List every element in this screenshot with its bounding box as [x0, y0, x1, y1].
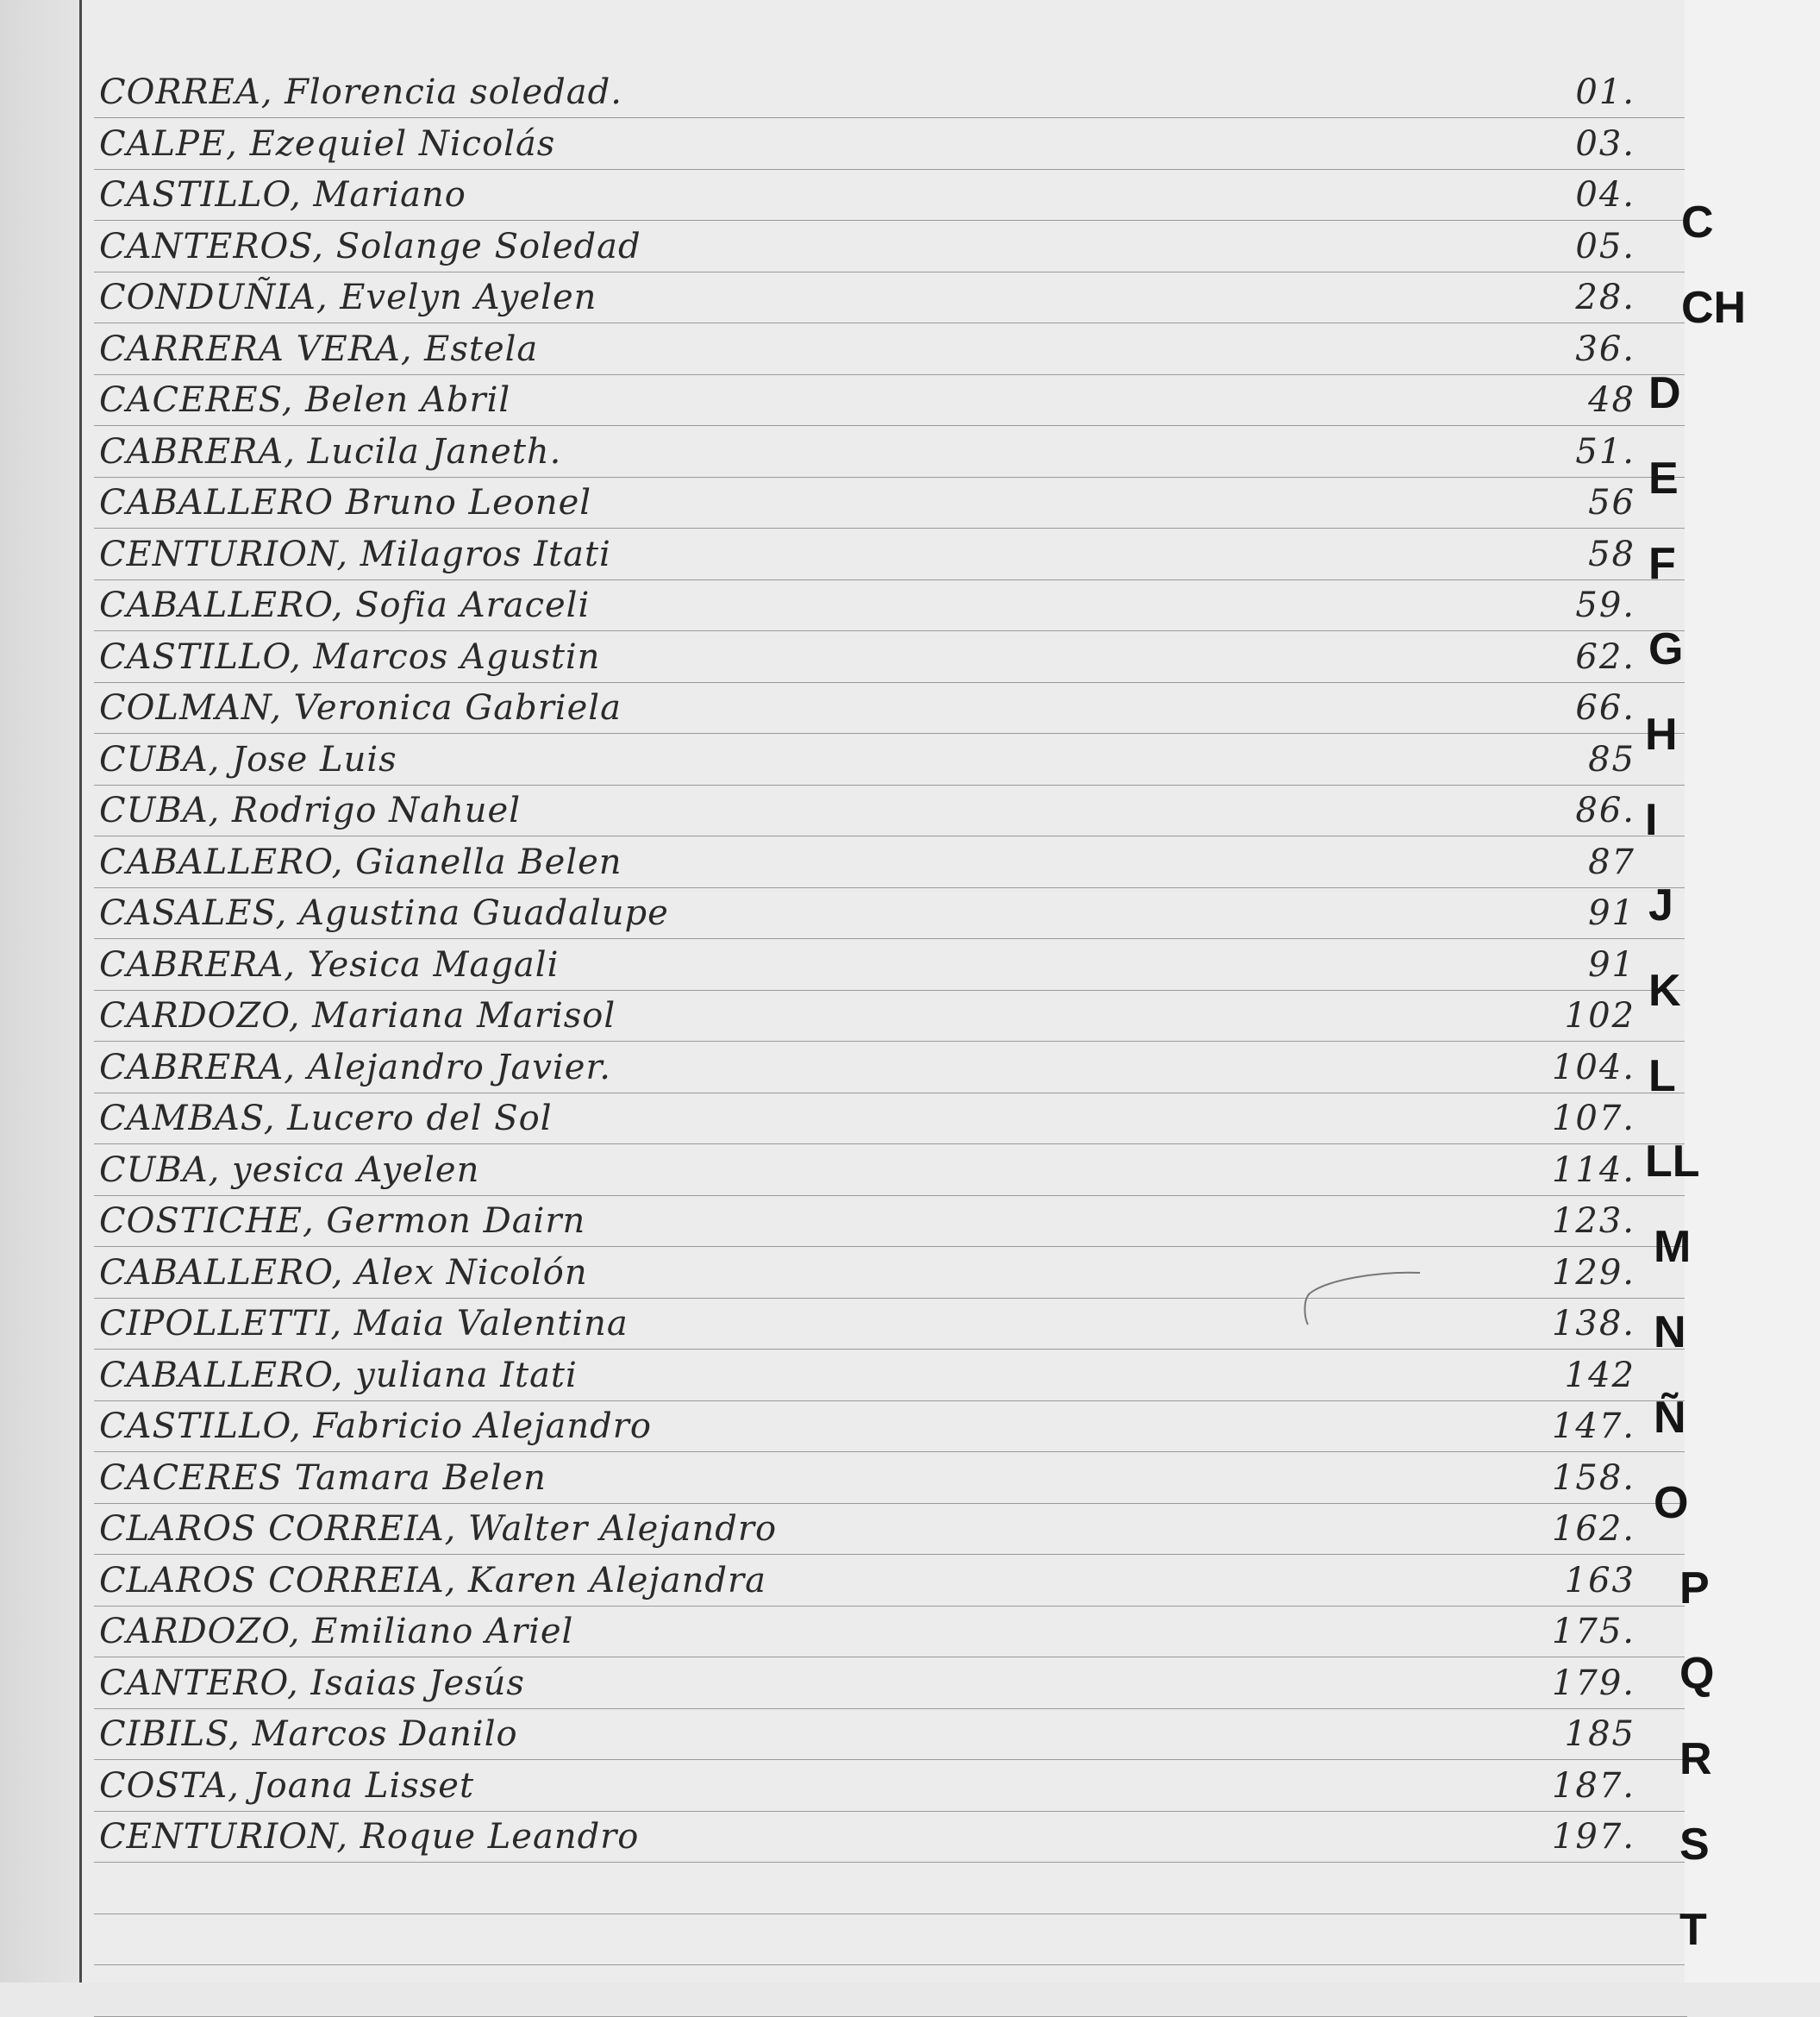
entry-number: 05. [1575, 226, 1635, 266]
entry-row [82, 1400, 1687, 1451]
index-tab[interactable]: D [1648, 368, 1681, 418]
entry-name: CANTERO, Isaias Jesús [99, 1663, 525, 1703]
entry-row [82, 271, 1687, 323]
entry-name: CABALLERO, Alex Nicolón [99, 1252, 588, 1293]
index-tab[interactable]: E [1648, 454, 1679, 504]
entry-row [82, 1041, 1687, 1093]
entry-number: 107. [1551, 1099, 1635, 1138]
entry-number: 185 [1564, 1714, 1635, 1754]
pencil-mark [1301, 1268, 1422, 1328]
entry-row [82, 681, 1687, 733]
entry-name: CARDOZO, Emiliano Ariel [99, 1612, 574, 1651]
entry-number: 85 [1588, 739, 1635, 780]
binding-edge [0, 0, 79, 1983]
entry-row [82, 989, 1687, 1041]
entry-number: 62. [1575, 636, 1635, 677]
entry-name: CABALLERO, Gianella Belen [99, 842, 622, 882]
entry-number: 142 [1564, 1355, 1635, 1395]
entry-row [82, 476, 1687, 528]
index-tab[interactable]: J [1648, 880, 1673, 930]
entry-name: CACERES, Belen Abril [99, 380, 511, 420]
entry-row [82, 1246, 1687, 1298]
entry-row [82, 220, 1687, 272]
entry-number: 123. [1551, 1201, 1635, 1241]
entry-name: CONDUÑIA, Evelyn Ayelen [99, 278, 597, 317]
index-tab[interactable]: L [1648, 1051, 1676, 1101]
entry-row [82, 323, 1687, 374]
entry-number: 01. [1575, 72, 1635, 112]
entry-row [82, 630, 1687, 682]
entry-number: 48 [1588, 380, 1635, 420]
entry-number: 102 [1564, 996, 1635, 1036]
index-tab[interactable]: O [1654, 1478, 1689, 1528]
entry-number: 175. [1551, 1612, 1635, 1651]
entry-name: CABRERA, Yesica Magali [99, 944, 560, 985]
entry-number: 66. [1575, 688, 1635, 728]
index-tab[interactable]: C [1681, 197, 1714, 247]
entry-name: CUBA, yesica Ayelen [99, 1149, 480, 1190]
entry-name: COSTICHE, Germon Dairn [99, 1201, 586, 1241]
entry-name: CENTURION, Milagros Itati [99, 534, 611, 574]
entry-number: 91 [1588, 944, 1635, 985]
entry-row [82, 1554, 1687, 1606]
entry-name: CORREA, Florencia soledad. [99, 72, 622, 112]
entry-name: CABALLERO, yuliana Itati [99, 1355, 578, 1395]
index-tab[interactable]: N [1654, 1307, 1686, 1357]
entry-name: CUBA, Rodrigo Nahuel [99, 791, 521, 830]
entry-number: 04. [1575, 175, 1635, 215]
entry-number: 87 [1588, 842, 1635, 882]
entry-row [82, 168, 1687, 220]
entry-row [82, 373, 1687, 425]
entry-row [82, 886, 1687, 938]
entry-name: CASALES, Agustina Guadalupe [99, 893, 669, 933]
index-tab[interactable]: Q [1679, 1649, 1715, 1699]
entry-row [82, 938, 1687, 990]
entry-row [82, 1657, 1687, 1708]
index-tab[interactable]: R [1679, 1734, 1712, 1784]
entry-number: 91 [1588, 893, 1635, 933]
entry-name: CABALLERO Bruno Leonel [99, 483, 592, 523]
index-tab[interactable]: P [1679, 1563, 1710, 1613]
entry-name: CAMBAS, Lucero del Sol [99, 1099, 553, 1138]
index-tab[interactable]: T [1679, 1905, 1707, 1955]
entry-row [82, 784, 1687, 836]
entry-name: CENTURION, Roque Leandro [99, 1817, 640, 1857]
entry-row [82, 733, 1687, 785]
entry-name: CANTEROS, Solange Soledad [99, 226, 641, 266]
entry-name: CUBA, Jose Luis [99, 739, 397, 780]
entry-row [82, 66, 1687, 117]
index-tab[interactable]: S [1679, 1820, 1710, 1870]
entry-name: CARRERA VERA, Estela [99, 329, 539, 369]
entry-name: CIBILS, Marcos Danilo [99, 1714, 518, 1754]
entry-number: 36. [1575, 329, 1635, 369]
index-tab[interactable]: G [1648, 624, 1684, 674]
index-tab[interactable]: H [1645, 710, 1678, 760]
entry-name: CABRERA, Alejandro Javier. [99, 1047, 611, 1087]
index-tab[interactable]: M [1654, 1222, 1692, 1272]
entry-row [82, 1092, 1687, 1143]
entry-number: 03. [1575, 123, 1635, 164]
entry-list [82, 0, 1687, 1983]
entry-number: 28. [1575, 278, 1635, 317]
entry-number: 104. [1551, 1047, 1635, 1087]
entry-name: CACERES Tamara Belen [99, 1457, 547, 1498]
entry-number: 86. [1575, 791, 1635, 830]
entry-name: CLAROS CORREIA, Karen Alejandra [99, 1560, 766, 1600]
entry-name: CABALLERO, Sofia Araceli [99, 586, 591, 625]
entry-name: CIPOLLETTI, Maia Valentina [99, 1304, 629, 1344]
entry-name: CASTILLO, Mariano [99, 175, 466, 215]
entry-row [82, 1194, 1687, 1246]
entry-name: CASTILLO, Fabricio Alejandro [99, 1406, 652, 1446]
entry-name: CLAROS CORREIA, Walter Alejandro [99, 1509, 778, 1549]
entry-name: CABRERA, Lucila Janeth. [99, 431, 562, 472]
entry-row [82, 1297, 1687, 1349]
entry-number: 162. [1551, 1509, 1635, 1549]
entry-row [82, 1349, 1687, 1400]
entry-name: COLMAN, Veronica Gabriela [99, 688, 622, 728]
index-tab[interactable]: LL [1645, 1137, 1700, 1187]
entry-number: 163 [1564, 1560, 1635, 1600]
entry-number: 129. [1551, 1252, 1635, 1293]
entry-number: 158. [1551, 1457, 1635, 1498]
entry-number: 179. [1551, 1663, 1635, 1703]
entry-number: 197. [1551, 1817, 1635, 1857]
entry-name: CARDOZO, Mariana Marisol [99, 996, 616, 1036]
entry-number: 58 [1588, 534, 1635, 574]
entry-name: CASTILLO, Marcos Agustin [99, 636, 601, 677]
alphabet-index [1645, 0, 1820, 1983]
entry-row [82, 579, 1687, 630]
entry-number: 56 [1588, 483, 1635, 523]
entry-row [82, 528, 1687, 579]
index-tab[interactable]: F [1648, 539, 1676, 589]
entry-number: 59. [1575, 586, 1635, 625]
entry-number: 147. [1551, 1406, 1635, 1446]
entry-row [82, 1810, 1687, 1862]
entry-row [82, 425, 1687, 477]
entry-row [82, 1605, 1687, 1657]
entry-name: COSTA, Joana Lisset [99, 1765, 475, 1806]
entry-number: 114. [1551, 1149, 1635, 1190]
entry-name: CALPE, Ezequiel Nicolás [99, 123, 556, 164]
entry-row [82, 1451, 1687, 1503]
index-tab[interactable]: I [1645, 795, 1658, 845]
ledger-sheet [79, 0, 1687, 1983]
entry-row [82, 1707, 1687, 1759]
entry-row [82, 1143, 1687, 1195]
entry-row [82, 117, 1687, 169]
entry-number: 51. [1575, 431, 1635, 472]
index-tab[interactable]: CH [1681, 283, 1747, 333]
entry-row [82, 1759, 1687, 1811]
entry-row [82, 1502, 1687, 1554]
ruled-line [94, 2016, 1687, 2017]
index-tab[interactable]: K [1648, 966, 1681, 1016]
entry-row [82, 836, 1687, 887]
entry-number: 138. [1551, 1304, 1635, 1344]
index-tab[interactable]: Ñ [1654, 1393, 1686, 1443]
entry-number: 187. [1551, 1765, 1635, 1806]
